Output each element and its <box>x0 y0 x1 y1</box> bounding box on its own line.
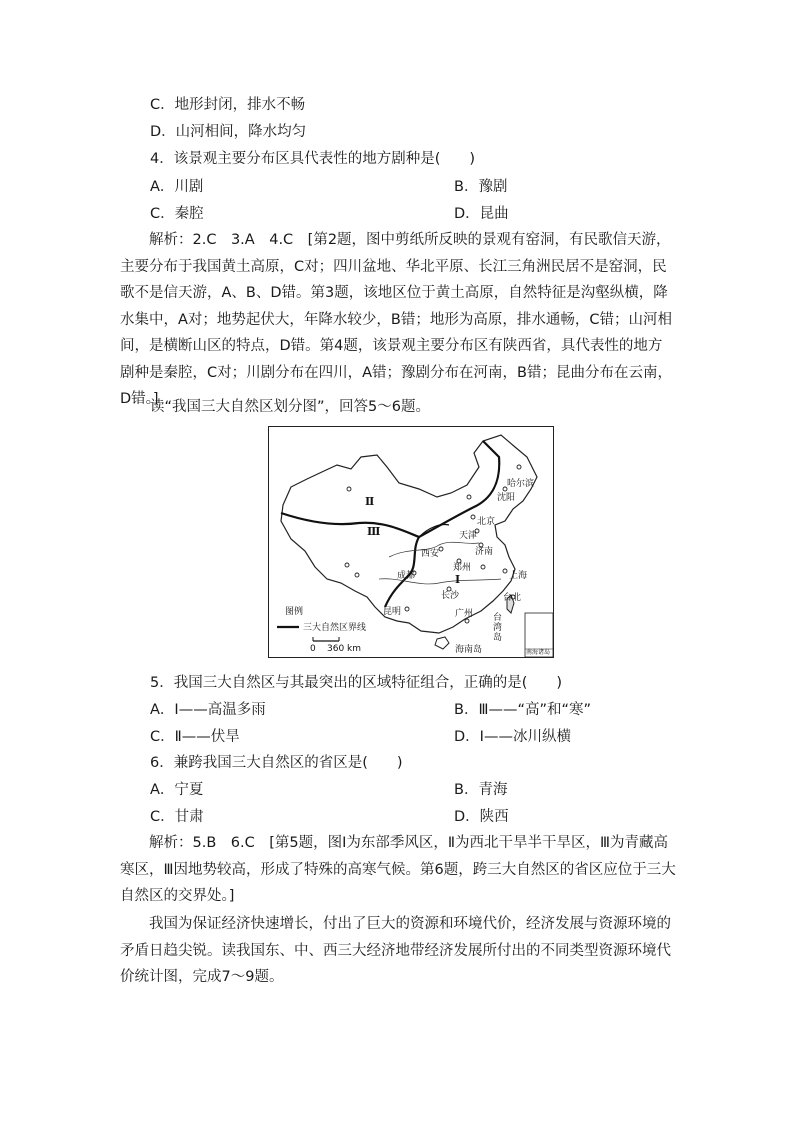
q4-stem: 4．该景观主要分布区具代表性的地方剧种是( ) <box>150 151 476 167</box>
city-dot-beijing <box>471 515 475 519</box>
q6-option-d: D．陕西 <box>454 809 509 825</box>
legend-title: 图例 <box>285 607 304 617</box>
map-label-kunming: 昆明 <box>383 607 402 617</box>
q5-stem: 5．我国三大自然区与其最突出的区域特征组合，正确的是( ) <box>150 675 563 691</box>
hainan-island <box>435 637 449 649</box>
intro-7-9: 我国为保证经济快速增长，付出了巨大的资源和环境代价，经济发展与资源环境的矛盾日趋尖锐。读我国东、中、西三大经济地带经济发展所付出的不同类型资源环境代价统计图，完成7～9题。 <box>120 916 671 985</box>
scale-zero: 0 <box>310 644 316 654</box>
map-label-shenyang: 沈阳 <box>497 493 516 503</box>
map-label-changsha: 长沙 <box>441 591 460 601</box>
city-dot-harbin <box>517 465 521 469</box>
q4-option-b: B．豫剧 <box>454 179 508 195</box>
boundary-line-north <box>281 441 499 537</box>
city-dot-xian <box>439 547 443 551</box>
map-label-zhengzhou: 郑州 <box>453 563 472 573</box>
map-label-guangzhou: 广州 <box>455 609 474 619</box>
analysis-2-4: 解析：2.C 3.A 4.C [第2题，图中剪纸所反映的景观有窑洞，有民歌信天游，主要分布于我国黄土高原，C对；四川盆地、华北平原、长江三角洲民居不是窑洞，民歌不是信天游，A、B、D错。第3题，该地区位于黄土高原，自然特征是沟壑纵横，降水集中，A对；地势起伏大，年降水较少，B错；地形为高原，排水通畅，C错；山河相间，是横断山区的特点，D错。第4题，该景观主要分布区有陕西省，具代表性的地方剧种是秦腔，C对；川剧分布在四川，A错；豫剧分布在河南，B错；昆曲分布在云南，D错。] <box>120 232 672 407</box>
legend-label: 三大自然区界线 <box>303 623 367 633</box>
region-label-1: Ⅰ <box>455 573 461 586</box>
scale-value: 360 km <box>327 644 362 654</box>
q6-option-b: B．青海 <box>454 782 508 798</box>
q3-option-d: D．山河相间，降水均匀 <box>150 124 307 140</box>
q5-option-c: C．Ⅱ——伏旱 <box>150 729 240 745</box>
map-label-harbin: 哈尔滨 <box>507 479 535 489</box>
q6-option-c: C．甘肃 <box>150 809 204 825</box>
city-dot-misc1 <box>467 495 471 499</box>
analysis-5-6: 解析：5.B 6.C [第5题，图Ⅰ为东部季风区，Ⅱ为西北干旱半干旱区，Ⅲ为青藏高寒区，Ⅲ因地势较高，形成了特殊的高寒气候。第6题，跨三大自然区的省区应位于三大自然区的交界处。] <box>120 835 676 904</box>
map-label-tianjin: 天津 <box>459 531 478 541</box>
city-dot-tibet <box>345 563 349 567</box>
china-natural-regions-map <box>268 426 554 658</box>
map-label-shanghai: 上海 <box>509 571 528 581</box>
map-label-xian: 西安 <box>421 549 440 559</box>
city-dot-guangzhou <box>465 619 469 623</box>
q3-option-c: C．地形封闭，排水不畅 <box>150 97 306 113</box>
q4-option-a: A．川剧 <box>150 179 204 195</box>
city-dot-nw1 <box>347 487 351 491</box>
map-label-taiwan: 台湾岛 <box>493 613 503 643</box>
map-label-jinan: 济南 <box>475 547 494 557</box>
q5-option-b: B．Ⅲ——“高”和“寒” <box>454 702 591 718</box>
city-dot-misc2 <box>481 565 485 569</box>
q4-option-c: C．秦腔 <box>150 206 204 222</box>
q4-option-d: D．昆曲 <box>454 206 509 222</box>
map-prompt: 读“我国三大自然区划分图”，回答5～6题。 <box>150 399 430 415</box>
map-label-taibei: 台北 <box>503 593 522 603</box>
city-dot-shanghai <box>503 569 507 573</box>
map-label-hainan: 海南岛 <box>455 645 483 655</box>
region-label-3: Ⅲ <box>367 525 381 538</box>
map-label-chengdu: 成都 <box>397 571 416 581</box>
q5-option-a: A．Ⅰ——高温多雨 <box>150 702 266 718</box>
q6-option-a: A．宁夏 <box>150 782 204 798</box>
region-label-2: Ⅱ <box>365 495 375 508</box>
map-label-beijing: 北京 <box>477 517 496 527</box>
city-dot-nw2 <box>355 573 359 577</box>
q5-option-d: D．Ⅰ——冰川纵横 <box>454 729 571 745</box>
map-label-nanhai: 南海诸岛 <box>526 649 551 656</box>
q6-stem: 6．兼跨我国三大自然区的省区是( ) <box>150 755 403 771</box>
city-dot-kunming <box>405 607 409 611</box>
